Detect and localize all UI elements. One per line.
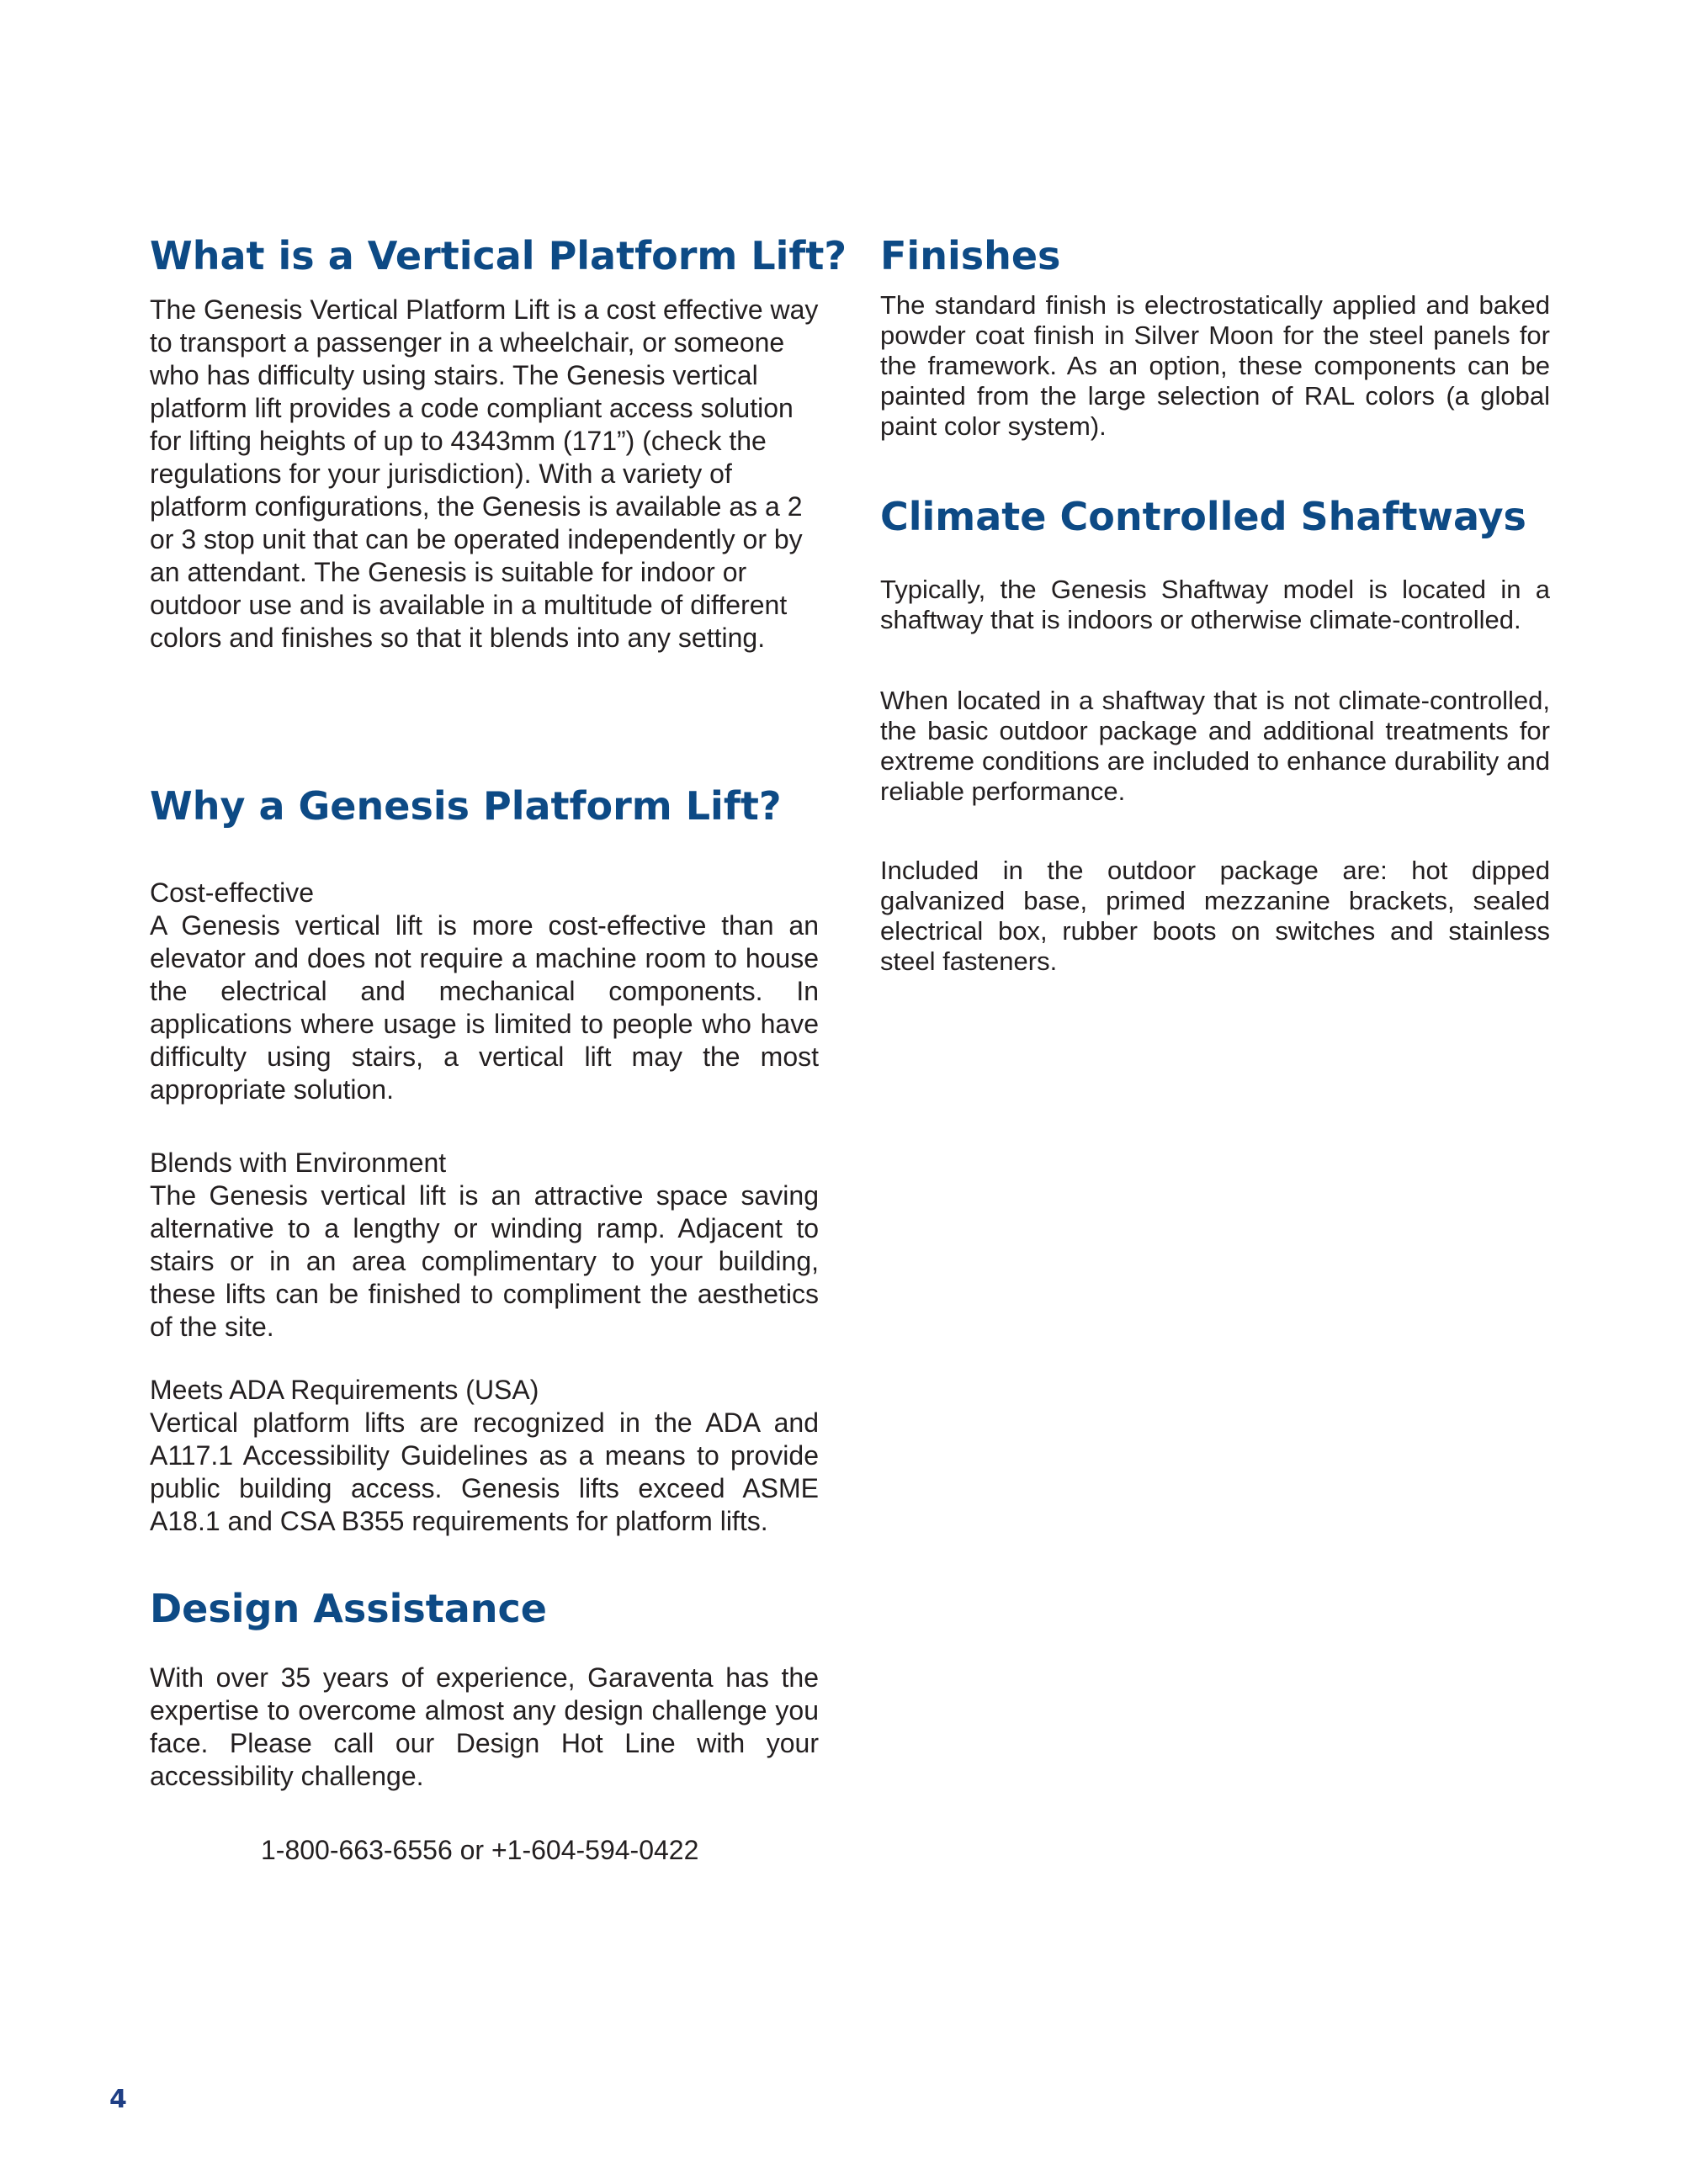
subheading-blends-environment: Blends with Environment — [150, 1148, 447, 1178]
finishes-paragraph: The standard finish is electrostatically applied and baked powder coat finish in Silver Moon for the steel panels for the framework. As an option, these components can be painted from the large selection of RAL colors (a global paint color system). — [880, 290, 1550, 441]
design-assistance-paragraph: With over 35 years of experience, Garaventa has the expertise to overcome almost any design challenge you face. Please call our Design Hot Line with your accessibility challenge. — [150, 1662, 819, 1791]
climate-paragraph-2: When located in a shaftway that is not climate-controlled, the basic outdoor package and additional treatments for extreme conditions are included to enhance durability and reliable performance. — [880, 686, 1550, 806]
intro-paragraph: The Genesis Vertical Platform Lift is a cost effective way to transport a passenger in a wheelchair, or someone who has difficulty using stairs. The Genesis vertical platform lift provides a code compliant access solution for lifting heights of up to 4343mm (171”) (check the regulations for your jurisdiction). With a variety of platform configurations, the Genesis is available as a 2 or 3 stop unit that can be operated independently or by an attendant. The Genesis is suitable for indoor or outdoor use and is available in a multitude of different colors and finishes so that it blends into any setting. — [150, 294, 819, 653]
meets-ada-paragraph: Vertical platform lifts are recognized in the ADA and A117.1 Accessibility Guidelines as a means to provide public building access. Genesis lifts exceed ASME A18.1 and CSA B355 requirements for platform lifts. — [150, 1407, 819, 1536]
heading-finishes: Finishes — [880, 233, 1061, 278]
subheading-cost-effective: Cost-effective — [150, 877, 315, 908]
heading-what-is-vpl: What is a Vertical Platform Lift? — [150, 233, 847, 278]
heading-climate-controlled: Climate Controlled Shaftways — [880, 494, 1526, 539]
page-number: 4 — [109, 2085, 127, 2114]
climate-paragraph-3: Included in the outdoor package are: hot dipped galvanized base, primed mezzanine brackets, sealed electrical box, rubber boots on switches and stainless steel fasteners. — [880, 856, 1550, 976]
heading-why-genesis: Why a Genesis Platform Lift? — [150, 783, 782, 829]
climate-paragraph-1: Typically, the Genesis Shaftway model is located in a shaftway that is indoors or otherwise climate-controlled. — [880, 575, 1550, 634]
blends-environment-paragraph: The Genesis vertical lift is an attractive space saving alternative to a lengthy or winding ramp. Adjacent to stairs or in an area complimentary to your building, these lifts can be finished to compliment the aesthetics of the site. — [150, 1180, 819, 1342]
heading-design-assistance: Design Assistance — [150, 1586, 547, 1631]
cost-effective-paragraph: A Genesis vertical lift is more cost-effective than an elevator and does not require a machine room to house the electrical and mechanical components. In applications where usage is limited to people who have difficulty using stairs, a vertical lift may the most appropriate solution. — [150, 910, 819, 1105]
design-hotline-phone: 1-800-663-6556 or +1-604-594-0422 — [261, 1835, 699, 1865]
subheading-meets-ada: Meets ADA Requirements (USA) — [150, 1375, 539, 1405]
